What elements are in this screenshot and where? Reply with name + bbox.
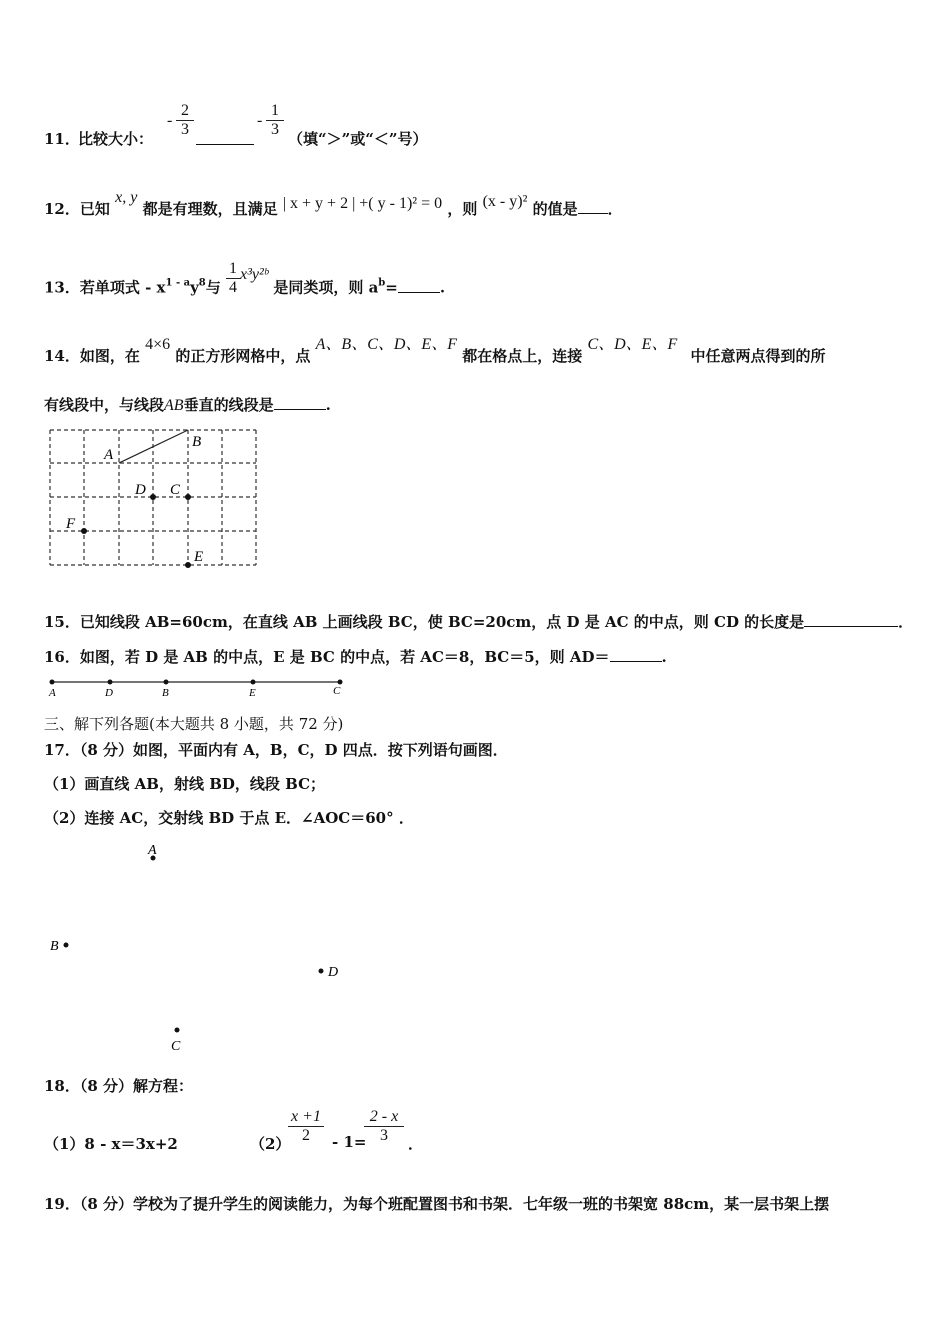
q12-vars: x, y: [115, 189, 138, 206]
q12-text4: 的值是: [532, 200, 578, 218]
q14-line1: [44, 336, 826, 366]
label-a: A: [104, 447, 114, 463]
section-3-heading: 三、解下列各题(本大题共 8 小题，共 72 分): [44, 715, 344, 733]
q13-end: .: [439, 278, 446, 297]
q13-fraction: [226, 260, 240, 297]
q17-label-c: C: [171, 1039, 181, 1054]
q12: [44, 189, 623, 219]
q16-text: 16．如图，若 D 是 AB 的中点，E 是 BC 的中点，若 AC＝8，BC＝5，则 AD＝: [44, 648, 610, 666]
q14-points1: A、B、C、D、E、F: [315, 336, 457, 353]
q13-text2: 与: [205, 278, 221, 297]
q13-exponent2: 8: [198, 277, 206, 289]
q17-points-figure: [44, 838, 364, 1058]
q14-number: 14．: [44, 347, 80, 365]
q18-end: ．: [408, 1135, 424, 1153]
q14-end: .: [325, 396, 331, 414]
q18-fraction2-numerator: 2 - x: [369, 1108, 399, 1125]
line-label-b: B: [162, 687, 169, 699]
q14-grid-size: 4×6: [145, 336, 171, 353]
q18-fraction2: [364, 1108, 404, 1145]
q17-point-d: [319, 969, 324, 974]
label-c: C: [170, 482, 181, 498]
q13-y: y: [190, 278, 199, 297]
q13-fraction-denominator: 4: [226, 278, 240, 297]
line-point-a: [50, 680, 55, 685]
q11-fraction1-numerator: 2: [181, 102, 189, 119]
q13-exponent3: b: [378, 277, 386, 289]
q18-fraction1: [288, 1108, 324, 1145]
q15-answer-blank: [804, 612, 898, 627]
q18-heading: 18．（8 分）解方程：: [44, 1077, 194, 1095]
label-b: B: [192, 434, 202, 450]
q17-label-d: D: [328, 965, 339, 980]
q15-end: ．: [898, 613, 914, 631]
q17-heading: 17．（8 分）如图，平面内有 A，B，C，D 四点．按下列语句画图．: [44, 741, 508, 759]
q14-line2: [44, 394, 331, 415]
q11-fraction2: [266, 102, 284, 139]
q18-fraction2-denominator: 3: [364, 1126, 404, 1145]
q11-fraction1-denominator: 3: [176, 120, 194, 139]
line-label-e: E: [249, 687, 256, 699]
q16-answer-blank: [610, 647, 662, 662]
q11-fraction2-sign: -: [257, 112, 263, 129]
q18-part2-label: （2）: [250, 1135, 291, 1153]
q12-condition: | x + y + 2 | +( y - 1)² = 0: [282, 195, 443, 212]
label-e: E: [194, 549, 204, 565]
q13-answer-blank: [398, 278, 440, 293]
q15-text: 15．已知线段 AB=60cm，在直线 AB 上画线段 BC，使 BC=20cm，点 D 是 AC 的中点，则 CD 的长度是: [44, 613, 805, 631]
line-point-d: [108, 680, 113, 685]
line-label-d: D: [105, 687, 113, 699]
q13-fraction-numerator: 1: [229, 260, 237, 277]
point-e: [185, 562, 191, 568]
q17-label-b: B: [50, 939, 59, 954]
point-d: [150, 494, 156, 500]
q13-monomial: x³y²ᵇ: [240, 265, 269, 283]
q11-fraction2-denominator: 3: [266, 120, 284, 139]
q11-answer-blank: [196, 128, 254, 145]
line-point-e: [251, 680, 256, 685]
q17-point-c: [175, 1028, 180, 1033]
q11-label: 比较大小：: [78, 130, 154, 148]
q12-end: ．: [607, 200, 623, 218]
q14-text2: 的正方形网格中，点: [175, 347, 311, 365]
point-c: [185, 494, 191, 500]
q12-expression: (x - y)²: [482, 193, 528, 210]
q14-line2-text: 有线段中，与线段: [44, 396, 165, 414]
q12-answer-blank: [578, 199, 608, 214]
q18-fraction1-denominator: 2: [288, 1126, 324, 1145]
q13-number: 13．: [44, 278, 80, 297]
line-label-c: C: [333, 685, 341, 697]
q14-text4: 中任意两点得到的所: [690, 347, 826, 365]
q13-text3: 是同类项，则 a: [273, 278, 379, 297]
q14-answer-blank: [274, 395, 326, 410]
q11-fraction1: [176, 102, 194, 139]
q15: [44, 611, 913, 632]
q17-part2: （2）连接 AC，交射线 BD 于点 E．∠AOC＝60° ．: [44, 809, 414, 827]
q19: 19．（8 分）学校为了提升学生的阅读能力，为每个班配置图书和书架．七年级一班的书架宽 88cm，某一层书架上摆: [44, 1195, 830, 1213]
q13-text1: 若单项式 - x: [79, 278, 166, 297]
q11-fraction1-sign: -: [167, 112, 173, 129]
q17-point-b: [64, 943, 69, 948]
q13-exponent1: 1 - a: [165, 277, 191, 289]
q12-text1: 已知: [79, 200, 110, 218]
q18-fraction1-numerator: x +1: [291, 1108, 321, 1125]
line-point-c: [338, 680, 343, 685]
q16-end: .: [661, 648, 667, 666]
q11-number: 11．: [44, 130, 80, 148]
q11-fraction2-numerator: 1: [271, 102, 279, 119]
q12-number: 12．: [44, 200, 80, 218]
q14-text1: 如图，在: [79, 347, 140, 365]
line-point-b: [164, 680, 169, 685]
line-label-a: A: [49, 687, 56, 699]
q13: [44, 260, 446, 307]
q17-label-a: A: [148, 843, 157, 858]
q16: [44, 646, 667, 667]
q14-text3: 都在格点上，连接: [462, 347, 583, 365]
q14-grid-figure: [44, 424, 264, 572]
q16-line-figure: [44, 674, 354, 700]
label-f: F: [66, 516, 76, 532]
q13-text4: =: [385, 278, 398, 297]
q11-tail: （填“＞”或“＜”号）: [288, 130, 428, 148]
q18-middle: - 1=: [332, 1133, 367, 1151]
q12-text3: ，则: [447, 200, 478, 218]
q14-line2-text2: 垂直的线段是: [183, 396, 274, 414]
q14-segment-ab: AB: [164, 397, 184, 414]
q18-part1: （1）8 - x＝3x+2: [44, 1135, 178, 1153]
q12-text2: 都是有理数，且满足: [142, 200, 278, 218]
point-f: [81, 528, 87, 534]
label-d: D: [135, 482, 146, 498]
q17-part1: （1）画直线 AB，射线 BD，线段 BC；: [44, 775, 326, 793]
q14-points2: C、D、E、F: [587, 336, 678, 353]
